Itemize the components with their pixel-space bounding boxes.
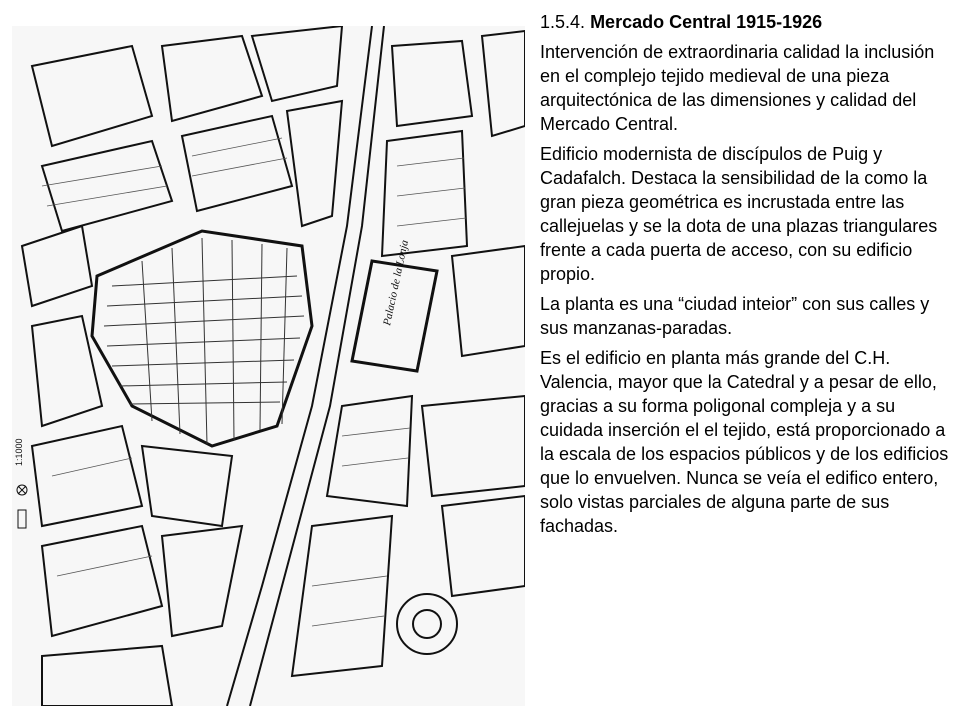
text-panel (540, 10, 950, 544)
paragraph-modernist: Edificio modernista de discípulos de Puig y Cadafalch. Destaca la sensibilidad de la como la gran pieza geométrica es incrustada entre las callejuelas y se la dota de una plazas triangulares frente a cada puerta de acceso, con su edificio propio. (540, 144, 938, 284)
paragraph-intro: Intervención de extraordinaria calidad la inclusión en el complejo tejido medieval de una pieza arquitectónica de las dimensiones y calidad del Mercado Central. (540, 42, 935, 134)
scale-label: 1:1000 (14, 438, 24, 466)
city-plan-drawing (12, 26, 525, 706)
section-title: Mercado Central 1915-1926 (590, 12, 823, 32)
historic-city-plan (12, 26, 525, 706)
paragraph-scale: Es el edificio en planta más grande del C.H. Valencia, mayor que la Catedral y a pesar de ello, gracias a su forma poligonal compleja y a su cuidada inserción el el tejido, está proporcionado a la escala de los espacios públicos y de los edificios que lo envuelven. Nunca se veía el edifico entero, solo vistas parciales de alguna parte de sus fachadas. (540, 348, 949, 536)
paragraph-inner-city: La planta es una “ciudad inteior” con sus calles y sus manzanas-paradas. (540, 294, 930, 338)
section-heading (540, 10, 950, 34)
section-number: 1.5.4. (540, 12, 586, 32)
lonja-label: Palacio de la Lonja (381, 238, 412, 327)
